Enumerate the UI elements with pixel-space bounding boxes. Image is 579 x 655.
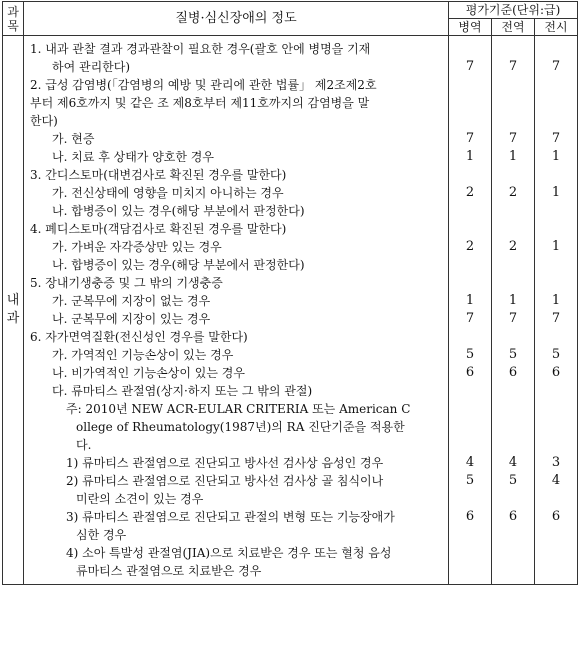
grade-value: 5 (508, 347, 518, 362)
grade-spacer (535, 220, 577, 238)
grade-spacer (535, 256, 577, 274)
criteria-line: 다. (76, 438, 92, 452)
criteria-line: ollege of Rheumatology(1987년)의 RA 진단기준을 적용한 (76, 420, 405, 434)
criteria-line: 1. 내과 관찰 결과 경과관찰이 필요한 경우(괄호 안에 병명을 기재 (30, 42, 371, 56)
grade-spacer (492, 112, 534, 130)
criteria-line: 가. 현증 (52, 132, 95, 146)
area-label-line-2: 과 (6, 311, 20, 326)
grade-spacer (449, 202, 491, 220)
grade-value: 1 (551, 239, 561, 254)
criteria-line: 다. 류마티스 관절염(상지·하지 또는 그 밖의 관절) (52, 384, 313, 398)
grade-value: 7 (508, 131, 518, 146)
criteria-line: 2) 류마티스 관절염으로 진단되고 방사선 검사상 골 침식이나 (66, 474, 384, 488)
description-header: 질병·심신장애의 정도 (24, 2, 449, 36)
grade-spacer (492, 166, 534, 184)
grade-spacer (492, 544, 534, 562)
criteria-line: 류마티스 관절염으로 치료받은 경우 (76, 564, 262, 578)
grade-spacer (535, 526, 577, 544)
criteria-line: 가. 군복무에 지장이 없는 경우 (52, 294, 211, 308)
grade-spacer (449, 400, 491, 418)
grade-col-header-byeongyeok: 병역 (449, 19, 492, 36)
grade-value: 6 (508, 509, 518, 524)
grade-value: 5 (551, 347, 561, 362)
criteria-line: 하여 관리한다) (52, 60, 131, 74)
grade-spacer (535, 544, 577, 562)
grade-value: 7 (551, 311, 561, 326)
grade-spacer (449, 76, 491, 94)
grade-spacer (449, 94, 491, 112)
criteria-line: 5. 장내기생충증 및 그 밖의 기생충증 (30, 276, 223, 290)
grade-spacer (535, 400, 577, 418)
grade-value: 5 (508, 473, 518, 488)
criteria-line: 한다) (30, 114, 58, 128)
grade-spacer (535, 76, 577, 94)
grade-spacer (492, 562, 534, 580)
grade-spacer (535, 382, 577, 400)
grade-spacer (449, 418, 491, 436)
grade-spacer (535, 274, 577, 292)
grade-value: 6 (465, 365, 475, 380)
area-header-line-1: 과 (7, 4, 19, 19)
grade-column-jeonyeok (492, 36, 535, 585)
grade-spacer (535, 112, 577, 130)
criteria-line: 가. 가벼운 자각증상만 있는 경우 (52, 240, 222, 254)
grade-value: 6 (465, 509, 475, 524)
criteria-line: 나. 합병증이 있는 경우(해당 부분에서 판정한다) (52, 258, 305, 272)
criteria-line: 6. 자가면역질환(전신성인 경우를 말한다) (30, 330, 248, 344)
criteria-line: 부터 제6호까지 및 같은 조 제8호부터 제11호까지의 감염병을 말 (30, 96, 370, 110)
grade-value: 5 (465, 473, 475, 488)
criteria-line: 3) 류마티스 관절염으로 진단되고 관절의 변형 또는 기능장애가 (66, 510, 395, 524)
grade-spacer (492, 274, 534, 292)
area-header-line-2: 목 (7, 18, 19, 33)
grade-value: 1 (508, 293, 518, 308)
grade-spacer (492, 490, 534, 508)
grade-col-header-jeonyeok: 전역 (492, 19, 535, 36)
grade-spacer (535, 418, 577, 436)
criteria-line: 4) 소아 특발성 관절염(JIA)으로 치료받은 경우 또는 혈청 음성 (66, 546, 392, 560)
criteria-line: 나. 합병증이 있는 경우(해당 부분에서 판정한다) (52, 204, 305, 218)
grade-spacer (449, 112, 491, 130)
grade-spacer (492, 526, 534, 544)
grade-spacer (535, 166, 577, 184)
grade-value: 7 (508, 311, 518, 326)
grade-spacer (449, 166, 491, 184)
grade-value: 6 (508, 365, 518, 380)
grade-value: 4 (551, 473, 561, 488)
grade-value: 7 (508, 59, 518, 74)
grade-spacer (492, 328, 534, 346)
grade-value: 1 (465, 149, 475, 164)
grade-spacer (492, 400, 534, 418)
grade-spacer (535, 562, 577, 580)
grade-spacer (492, 94, 534, 112)
grade-value: 2 (465, 239, 475, 254)
grade-value: 6 (551, 365, 561, 380)
grade-spacer (449, 40, 491, 58)
criteria-line: 나. 치료 후 상태가 양호한 경우 (52, 150, 214, 164)
grade-spacer (449, 526, 491, 544)
grade-spacer (535, 328, 577, 346)
criteria-line: 심한 경우 (76, 528, 127, 542)
criteria-line: 나. 비가역적인 기능손상이 있는 경우 (52, 366, 245, 380)
grade-spacer (449, 382, 491, 400)
grade-spacer (535, 436, 577, 454)
criteria-description-column (24, 36, 449, 585)
grade-spacer (535, 40, 577, 58)
grade-spacer (449, 562, 491, 580)
grade-column-byeongyeok (449, 36, 492, 585)
grade-value: 1 (551, 185, 561, 200)
grade-value: 1 (551, 149, 561, 164)
area-header (3, 2, 24, 36)
grade-spacer (492, 76, 534, 94)
grade-spacer (449, 220, 491, 238)
grade-value: 5 (465, 347, 475, 362)
grade-column-jeonsi (535, 36, 578, 585)
grade-value: 7 (551, 131, 561, 146)
grade-value: 1 (465, 293, 475, 308)
grade-spacer (535, 94, 577, 112)
grade-value: 4 (465, 455, 475, 470)
grade-spacer (449, 544, 491, 562)
grade-spacer (492, 202, 534, 220)
grade-value: 7 (465, 311, 475, 326)
grade-value: 1 (508, 149, 518, 164)
content-row (3, 36, 578, 585)
grade-spacer (449, 436, 491, 454)
criteria-line: 나. 군복무에 지장이 있는 경우 (52, 312, 211, 326)
grade-value: 4 (508, 455, 518, 470)
grade-spacer (449, 490, 491, 508)
grade-spacer (492, 256, 534, 274)
criteria-line: 미란의 소견이 있는 경우 (76, 492, 204, 506)
grade-spacer (449, 274, 491, 292)
area-label-line-1: 내 (6, 293, 20, 308)
area-cell (3, 36, 24, 585)
criteria-line: 가. 전신상태에 영향을 미치지 아니하는 경우 (52, 186, 284, 200)
grade-spacer (492, 382, 534, 400)
grade-spacer (492, 418, 534, 436)
evaluation-table (2, 1, 578, 585)
grade-value: 2 (508, 239, 518, 254)
criteria-line: 2. 급성 감염병(「감염병의 예방 및 관리에 관한 법률」 제2조제2호 (30, 78, 377, 92)
grade-spacer (492, 40, 534, 58)
grade-value: 7 (465, 59, 475, 74)
grade-value: 2 (465, 185, 475, 200)
grade-value: 2 (508, 185, 518, 200)
grade-spacer (449, 256, 491, 274)
grade-spacer (449, 328, 491, 346)
criteria-line: 4. 폐디스토마(객담검사로 확진된 경우를 말한다) (30, 222, 287, 236)
grade-group-header: 평가기준(단위:급) (449, 2, 578, 19)
criteria-line: 주: 2010년 NEW ACR-EULAR CRITERIA 또는 American C (66, 402, 411, 416)
grade-spacer (535, 490, 577, 508)
criteria-line: 3. 간디스토마(대변검사로 확진된 경우를 말한다) (30, 168, 287, 182)
grade-value: 7 (465, 131, 475, 146)
criteria-line: 1) 류마티스 관절염으로 진단되고 방사선 검사상 음성인 경우 (66, 456, 384, 470)
grade-value: 3 (551, 455, 561, 470)
grade-spacer (535, 202, 577, 220)
grade-spacer (492, 436, 534, 454)
grade-spacer (492, 220, 534, 238)
grade-value: 7 (551, 59, 561, 74)
grade-value: 1 (551, 293, 561, 308)
criteria-line: 가. 가역적인 기능손상이 있는 경우 (52, 348, 234, 362)
grade-value: 6 (551, 509, 561, 524)
grade-col-header-jeonsi: 전시 (535, 19, 578, 36)
